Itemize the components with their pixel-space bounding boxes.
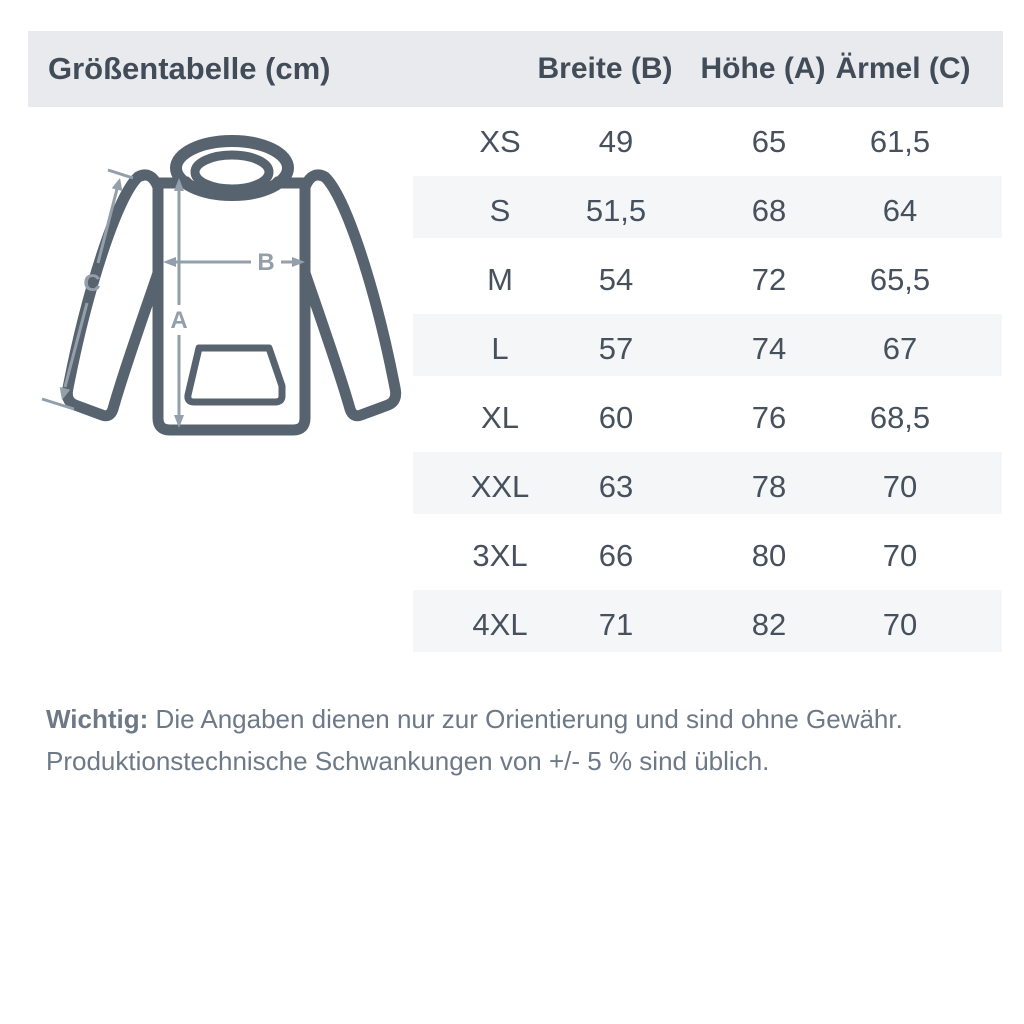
table-row xyxy=(413,314,1002,383)
table-row xyxy=(413,245,1002,314)
breite-value: 60 xyxy=(598,399,634,435)
table-row xyxy=(413,107,1002,176)
breite-value: 57 xyxy=(598,330,634,366)
hoodie-hood-inner xyxy=(195,155,269,189)
hoehe-value: 68 xyxy=(751,192,787,228)
note-line2: Produktionstechnische Schwankungen von +/- 5 % sind üblich. xyxy=(46,746,770,776)
size-label: XXL xyxy=(470,468,530,504)
column-header-hoehe: Höhe (A) xyxy=(700,52,826,85)
breite-value: 54 xyxy=(598,261,634,297)
hoehe-value: 82 xyxy=(751,606,787,642)
aermel-value: 64 xyxy=(882,192,918,228)
table-row xyxy=(413,383,1002,452)
table-row xyxy=(413,452,1002,521)
aermel-value: 70 xyxy=(882,606,918,642)
size-label: 3XL xyxy=(472,537,528,573)
page-title: Größentabelle (cm) xyxy=(48,51,331,86)
hoodie-right-sleeve xyxy=(305,175,396,416)
size-label: M xyxy=(487,261,513,297)
table-row xyxy=(413,176,1002,245)
label-a: A xyxy=(170,307,188,334)
hoodie-pocket xyxy=(188,348,282,402)
size-label: 4XL xyxy=(472,606,528,642)
hoehe-value: 65 xyxy=(751,123,787,159)
size-label: L xyxy=(491,330,509,366)
aermel-value: 70 xyxy=(882,468,918,504)
aermel-value: 65,5 xyxy=(869,261,931,297)
size-table xyxy=(413,107,1002,659)
breite-value: 66 xyxy=(598,537,634,573)
size-label: XS xyxy=(479,123,521,159)
aermel-value: 61,5 xyxy=(869,123,931,159)
hoehe-value: 74 xyxy=(751,330,787,366)
column-header-aermel: Ärmel (C) xyxy=(835,52,971,85)
hoehe-value: 78 xyxy=(751,468,787,504)
aermel-value: 67 xyxy=(882,330,918,366)
breite-value: 71 xyxy=(598,606,634,642)
note-label: Wichtig: xyxy=(46,704,149,734)
aermel-value: 70 xyxy=(882,537,918,573)
breite-value: 49 xyxy=(598,123,634,159)
column-header-breite: Breite (B) xyxy=(537,52,673,85)
size-label: XL xyxy=(481,399,519,435)
hoehe-value: 76 xyxy=(751,399,787,435)
disclaimer-note xyxy=(46,698,976,782)
label-c: C xyxy=(83,270,101,297)
hoodie-illustration xyxy=(38,125,408,445)
breite-value: 51,5 xyxy=(585,192,647,228)
hoehe-value: 72 xyxy=(751,261,787,297)
size-label: S xyxy=(489,192,511,228)
table-row xyxy=(413,521,1002,590)
hoodie-measurement-diagram xyxy=(38,125,408,445)
header-bar xyxy=(28,31,1003,107)
label-b: B xyxy=(257,249,275,276)
note-line1: Die Angaben dienen nur zur Orientierung und sind ohne Gewähr. xyxy=(155,704,903,734)
breite-value: 63 xyxy=(598,468,634,504)
hoehe-value: 80 xyxy=(751,537,787,573)
aermel-value: 68,5 xyxy=(869,399,931,435)
table-row xyxy=(413,590,1002,659)
